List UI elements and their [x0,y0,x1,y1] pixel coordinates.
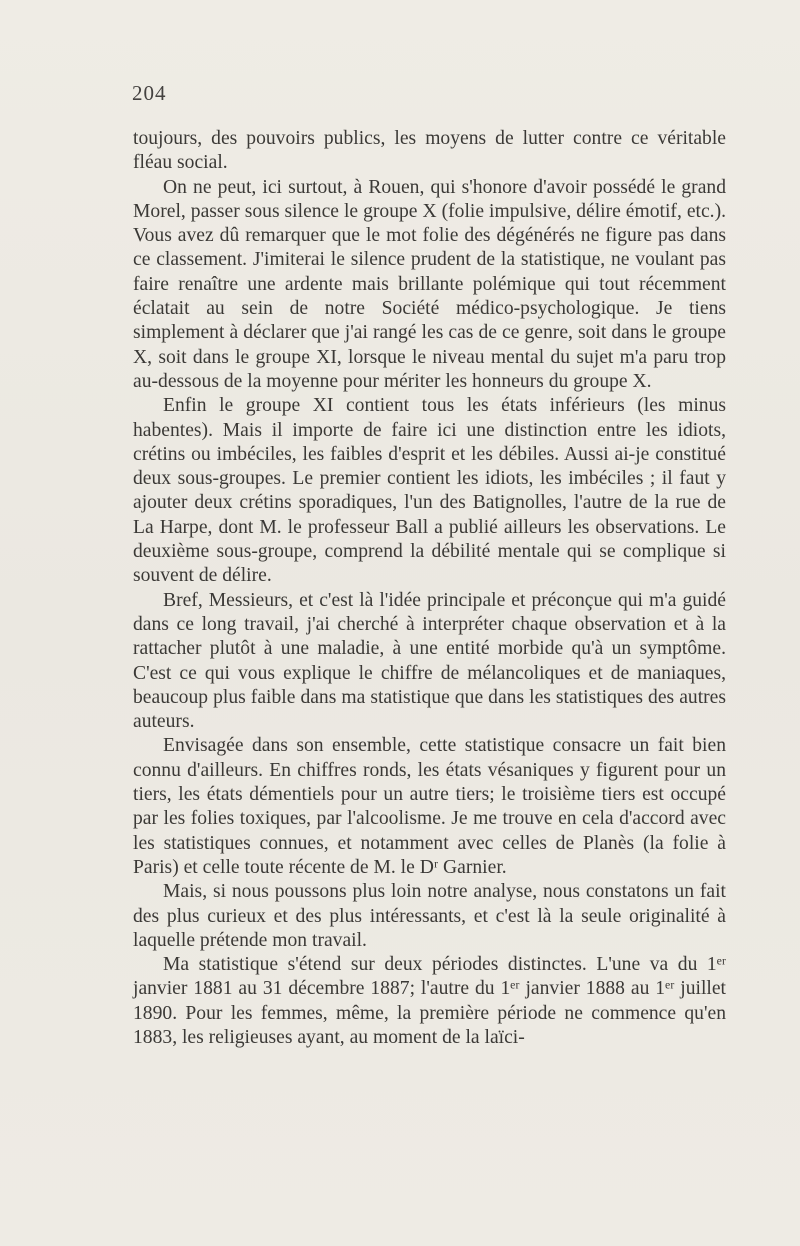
paragraph-3: Enfin le groupe XI contient tous les états inférieurs (les minus habentes). Mais il importe de faire ici une distinction entre les idiots, crétins ou imbéciles, les faibles d'esprit et les débiles. Aussi ai-je constitué deux sous-groupes. Le premier contient les idiots, les imbéciles ; il faut y ajouter deux crétins sporadiques, l'un des Batignolles, l'autre de la rue de La Harpe, dont M. le professeur Ball a publié ailleurs les observations. Le deuxième sous-groupe, comprend la débilité mentale qui se complique si souvent de délire. [133,395,726,587]
body-text [133,127,726,1050]
paragraph-2: On ne peut, ici surtout, à Rouen, qui s'honore d'avoir possédé le grand Morel, passer sous silence le groupe X (folie impulsive, délire émotif, etc.). Vous avez dû remarquer que le mot folie des dégénérés ne figure pas dans ce classement. J'imiterai le silence prudent de la statistique, ne voulant pas faire renaître une ardente mais brillante polémique qui tout récemment éclatait au sein de notre Société médico-psychologique. Je tiens simplement à déclarer que j'ai rangé les cas de ce genre, soit dans le groupe X, soit dans le groupe XI, lorsque le niveau mental du sujet m'a paru trop au-dessous de la moyenne pour mériter les honneurs du groupe X. [133,176,726,392]
paragraph-7: Ma statistique s'étend sur deux périodes distinctes. L'une va du 1ᵉʳ janvier 1881 au 31 décembre 1887; l'autre du 1ᵉʳ janvier 1888 au 1ᵉʳ juillet 1890. Pour les femmes, même, la première période ne commence qu'en 1883, les religieuses ayant, au moment de la laïci- [133,954,726,1048]
paragraph-6: Mais, si nous poussons plus loin notre analyse, nous constatons un fait des plus curieux et des plus intéressants, et c'est là la seule originalité à laquelle prétende mon travail. [133,881,726,951]
paragraph-1: toujours, des pouvoirs publics, les moyens de lutter contre ce véritable fléau social. [133,128,726,174]
paragraph-5: Envisagée dans son ensemble, cette statistique consacre un fait bien connu d'ailleurs. En chiffres ronds, les états vésaniques y figurent pour un tiers, les états démentiels pour un autre tiers; le troisième tiers est occupé par les folies toxiques, par l'alcoolisme. Je me trouve en cela d'accord avec les statistiques connues, et notamment avec celles de Planès (la folie à Paris) et celle toute récente de M. le Dʳ Garnier. [133,735,726,878]
page-number: 204 [132,81,167,105]
paragraph-4: Bref, Messieurs, et c'est là l'idée principale et préconçue qui m'a guidé dans ce long travail, j'ai cherché à interpréter chaque observation et à la rattacher plutôt à une maladie, à une entité morbide qu'à un symptôme. C'est ce qui vous explique le chiffre de mélancoliques et de maniaques, beaucoup plus faible dans ma statistique que dans les statistiques des autres auteurs. [133,589,726,733]
